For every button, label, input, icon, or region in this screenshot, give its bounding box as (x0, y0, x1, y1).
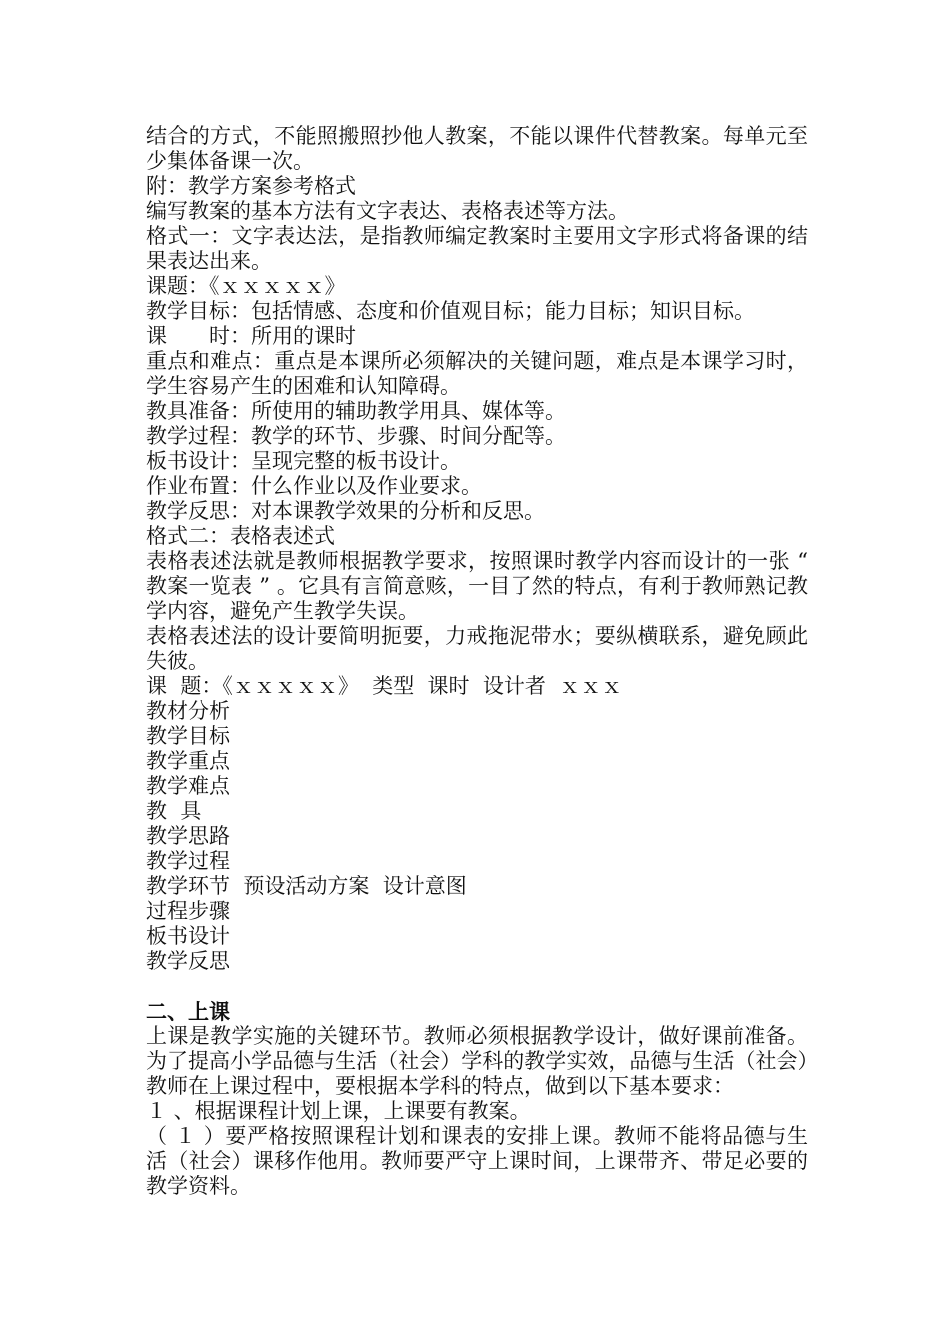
format1-item-periods: 课 时：所用的课时 (146, 324, 356, 348)
appendix-title: 附：教学方案参考格式 (146, 174, 356, 198)
table-line-header: 课 题：《ｘｘｘｘｘ》 类型 课时 设计者 ｘｘｘ (146, 674, 623, 698)
section-heading: 二、上课 (146, 999, 230, 1024)
format1-item-process: 教学过程：教学的环节、步骤、时间分配等。 (146, 424, 566, 448)
table-line-difficulties: 教学难点 (146, 774, 230, 798)
table-line-goals: 教学目标 (146, 724, 230, 748)
format2-paragraph-2: 表格表述法的设计要简明扼要，力戒拖泥带水；要纵横联系，避免顾此失彼。 (146, 624, 808, 673)
format1-item-homework: 作业布置：什么作业以及作业要求。 (146, 474, 482, 498)
section-item-1: １ 、根据课程计划上课，上课要有教案。 (146, 1099, 531, 1123)
table-line-process: 教学过程 (146, 849, 230, 873)
format2-title: 格式二：表格表述式 (146, 524, 335, 548)
table-line-aids: 教 具 (146, 799, 202, 823)
table-line-approach: 教学思路 (146, 824, 230, 848)
format1-item-topic: 课题：《ｘｘｘｘｘ》 (146, 274, 346, 298)
format1-item-reflection: 教学反思：对本课教学效果的分析和反思。 (146, 499, 545, 523)
intro-paragraph: 结合的方式，不能照搬照抄他人教案，不能以课件代替教案。每单元至少集体备课一次。 (146, 124, 808, 173)
document-page (146, 124, 808, 1199)
section-paragraph: 上课是教学实施的关键环节。教师必须根据教学设计，做好课前准备。为了提高小学品德与生活（社会）学科的教学实效，品德与生活（社会）教师在上课过程中，要根据本学科的特点，做到以下基本要求： (146, 1024, 808, 1098)
table-line-board: 板书设计 (146, 924, 230, 948)
table-line-steps: 过程步骤 (146, 899, 230, 923)
format1-item-goals: 教学目标：包括情感、态度和价值观目标；能力目标；知识目标。 (146, 299, 755, 323)
format1-item-keypoints: 重点和难点：重点是本课所必须解决的关键问题，难点是本课学习时，学生容易产生的困难和认知障碍。 (146, 349, 808, 398)
table-line-stages: 教学环节 预设活动方案 设计意图 (146, 874, 467, 898)
format1-paragraph: 格式一：文字表达法，是指教师编定教案时主要用文字形式将备课的结果表达出来。 (146, 224, 808, 273)
section-item-1-1: （ １ ）要严格按照课程计划和课表的安排上课。教师不能将品德与生活（社会）课移作他用。教师要严守上课时间，上课带齐、带足必要的教学资料。 (146, 1124, 808, 1198)
format1-item-board: 板书设计：呈现完整的板书设计。 (146, 449, 461, 473)
table-line-keypoints: 教学重点 (146, 749, 230, 773)
section-spacer (146, 974, 808, 999)
format2-paragraph-1: 表格表述法就是教师根据教学要求，按照课时教学内容而设计的一张 “ 教案一览表 ” 。它具有言简意赅，一目了然的特点，有利于教师熟记教学内容，避免产生教学失误。 (146, 549, 808, 623)
table-line-material: 教材分析 (146, 699, 230, 723)
methods-paragraph: 编写教案的基本方法有文字表达、表格表述等方法。 (146, 199, 629, 223)
table-line-reflection: 教学反思 (146, 949, 230, 973)
format1-item-aids: 教具准备：所使用的辅助教学用具、媒体等。 (146, 399, 566, 423)
